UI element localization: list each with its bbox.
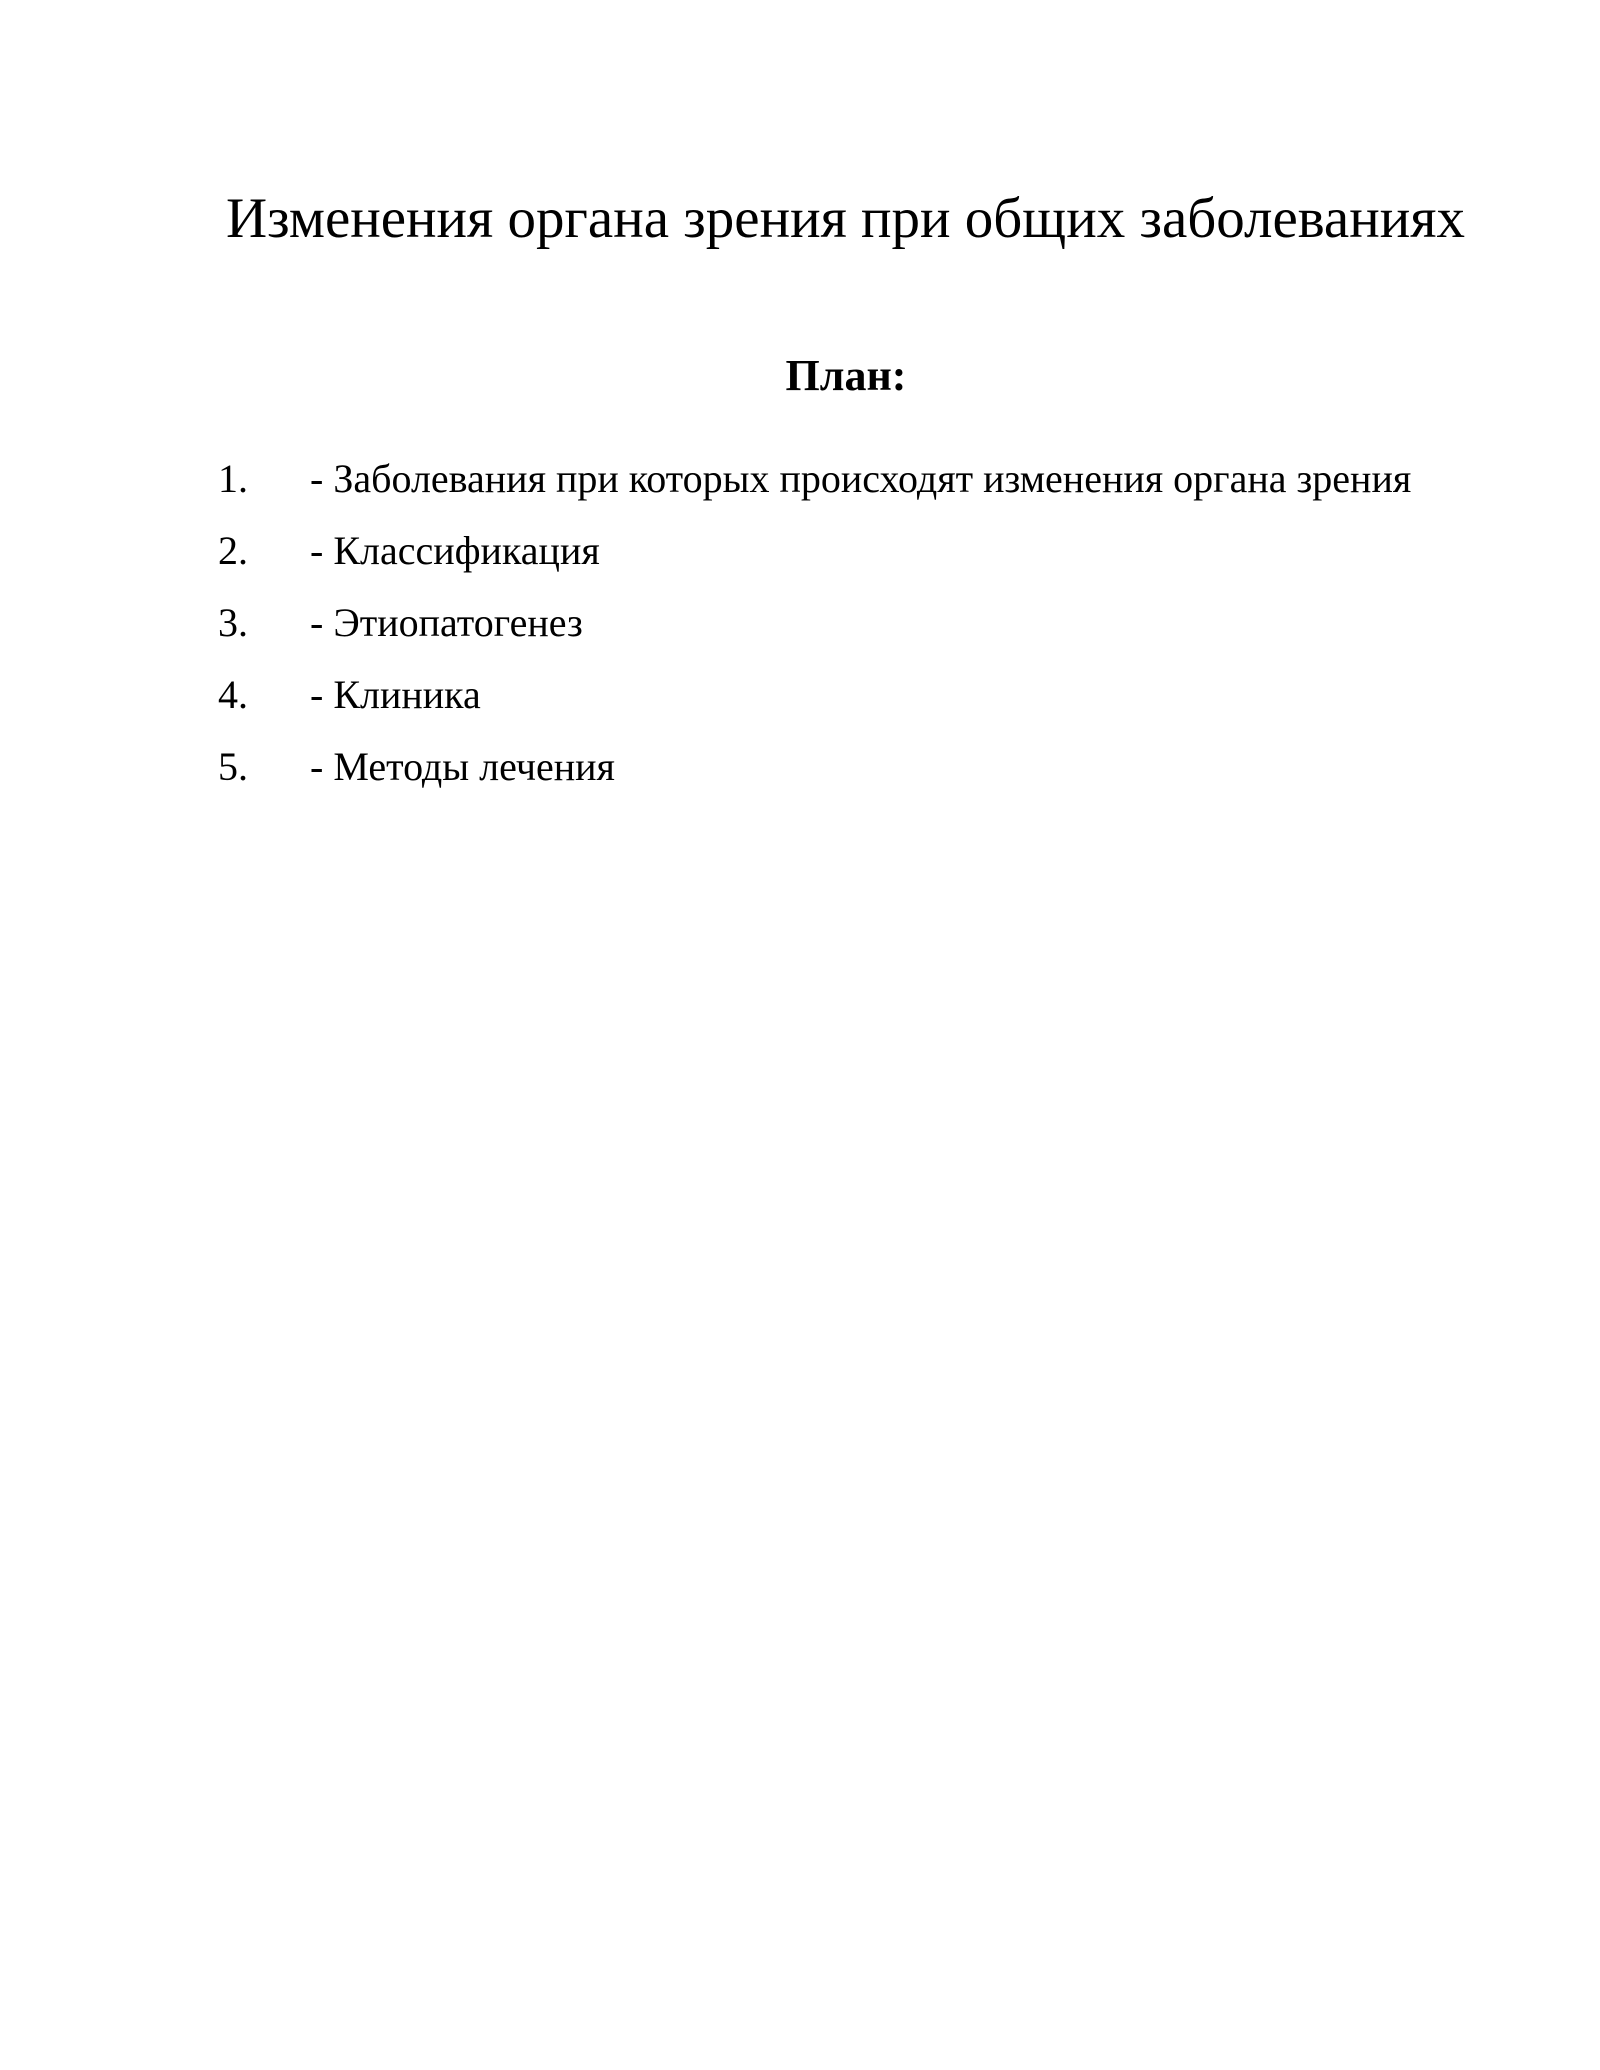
list-item-number: 5.: [218, 744, 248, 789]
list-item-number: 1.: [218, 456, 248, 501]
page-title: Изменения органа зрения при общих заболеваниях: [226, 187, 1465, 250]
list-item-text: - Этиопатогенез: [310, 600, 583, 645]
list-item-number: 4.: [218, 672, 248, 717]
list-item-number: 3.: [218, 600, 248, 645]
plan-heading: План:: [785, 351, 907, 400]
list-item-number: 2.: [218, 528, 248, 573]
list-item-text: - Методы лечения: [310, 744, 615, 789]
list-item-text: - Клиника: [310, 672, 481, 717]
list-item-text: - Классификация: [310, 528, 600, 573]
list-item-text: - Заболевания при которых происходят изменения органа зрения: [310, 456, 1412, 501]
